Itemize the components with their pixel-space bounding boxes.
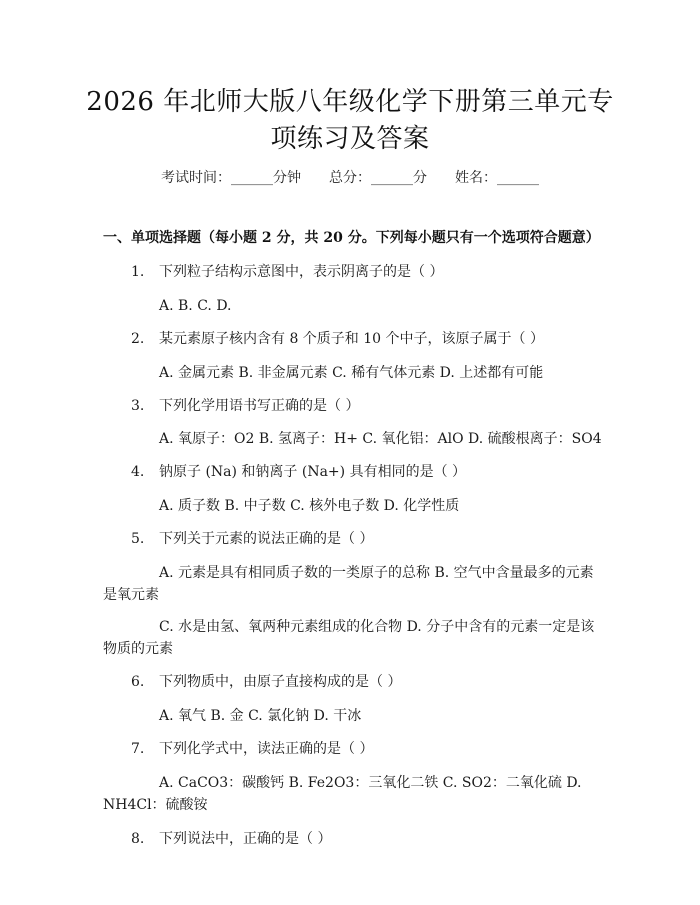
question-6 — [131, 672, 401, 692]
question-3-options: A. 氧原子：O2 B. 氢离子：H+ C. 氧化铝：AlO D. 硫酸根离子：SO4 — [159, 431, 602, 447]
question-2-options: A. 金属元素 B. 非金属元素 C. 稀有气体元素 D. 上述都有可能 — [159, 365, 544, 381]
question-number: 6. — [131, 674, 145, 690]
student-name: 姓名：______ — [455, 170, 539, 186]
question-4 — [131, 462, 466, 482]
question-number: 4. — [131, 464, 145, 480]
question-5-options-line-1: A. 元素是具有相同质子数的一类原子的总称 B. 空气中含量最多的元素 — [159, 565, 594, 581]
question-4-options: A. 质子数 B. 中子数 C. 核外电子数 D. 化学性质 — [159, 498, 460, 514]
question-1-options: A. B. C. D. — [159, 298, 232, 314]
question-1 — [131, 262, 443, 282]
question-text: 下列粒子结构示意图中，表示阴离子的是（ ） — [159, 264, 444, 280]
question-text: 下列化学用语书写正确的是（ ） — [159, 398, 360, 414]
document-title-line-2: 项练习及答案 — [270, 124, 430, 154]
exam-meta — [0, 168, 700, 188]
exam-time: 考试时间：______分钟 — [161, 170, 301, 186]
question-number: 5. — [131, 531, 145, 547]
question-text: 某元素原子核内含有 8 个质子和 10 个中子，该原子属于（ ） — [159, 331, 544, 347]
question-8 — [131, 829, 331, 849]
question-5-options-line-3: C. 水是由氢、氧两种元素组成的化合物 D. 分子中含有的元素一定是该 — [159, 619, 595, 635]
question-number: 8. — [131, 831, 145, 847]
question-5-options-line-4: 物质的元素 — [103, 641, 173, 657]
question-7 — [131, 739, 373, 759]
question-text: 下列物质中，由原子直接构成的是（ ） — [159, 674, 402, 690]
exam-score: 总分：______分 — [329, 170, 427, 186]
question-6-options: A. 氧气 B. 金 C. 氯化钠 D. 干冰 — [159, 708, 362, 724]
question-7-options-line-2: NH4Cl：硫酸铵 — [103, 797, 208, 813]
question-number: 7. — [131, 741, 145, 757]
question-5 — [131, 529, 373, 549]
question-2 — [131, 329, 544, 349]
question-text: 下列说法中，正确的是（ ） — [159, 831, 332, 847]
question-7-options-line-1: A. CaCO3：碳酸钙 B. Fe2O3：三氧化二铁 C. SO2：二氧化硫 D. — [159, 775, 582, 791]
question-number: 1. — [131, 264, 145, 280]
question-number: 3. — [131, 398, 145, 414]
question-3 — [131, 396, 359, 416]
section-title: 一、单项选择题（每小题 2 分，共 20 分。下列每小题只有一个选项符合题意） — [103, 230, 600, 246]
question-text: 钠原子 (Na) 和钠离子 (Na+) 具有相同的是（ ） — [159, 464, 467, 480]
question-number: 2. — [131, 331, 145, 347]
question-5-options-line-2: 是氧元素 — [103, 587, 159, 603]
question-text: 下列关于元素的说法正确的是（ ） — [159, 531, 374, 547]
document-title-line-1: 2026 年北师大版八年级化学下册第三单元专 — [86, 87, 614, 117]
question-text: 下列化学式中，读法正确的是（ ） — [159, 741, 374, 757]
